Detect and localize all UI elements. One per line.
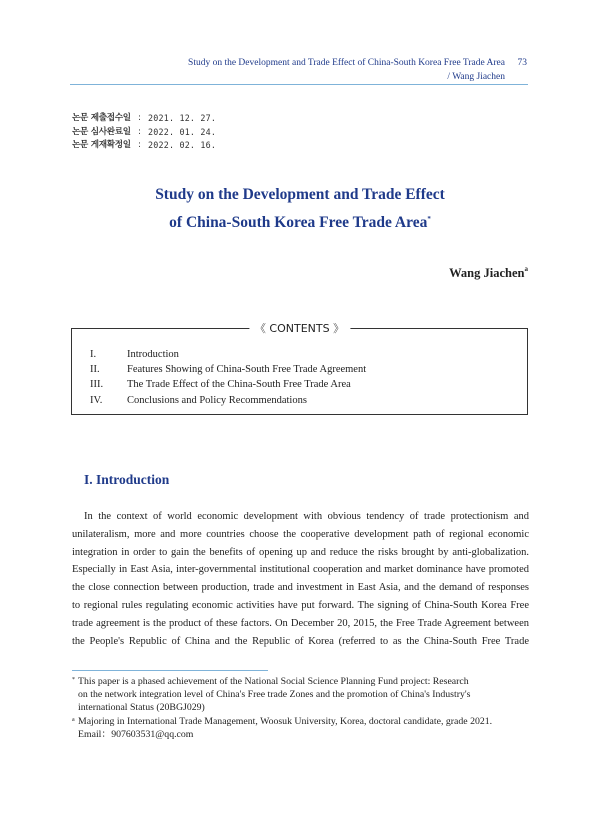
footnote-line: Majoring in International Trade Management, Woosuk University, Korea, doctoral candidate, grade 2021. [78,715,493,727]
section-heading: I. Introduction [84,472,170,487]
footnote-line: This paper is a phased achievement of the National Social Science Planning Fund project: Research [78,676,469,687]
contents-list [90,347,366,408]
footnote-marker: * [72,677,75,683]
contents-box [71,322,528,415]
body-line: trade agreement is the product of these factors. On December 20, 2015, the Free Trade Agreement between [72,617,529,629]
meta-date: 2022. 02. 16. [148,140,217,150]
meta-label: 논문 심사완료일 [72,126,131,137]
author-footnote-marker[interactable]: a [524,265,528,273]
body-line: to regional rules regulating economic activities have put forward. The signing of China-South Korea Free [72,599,529,611]
meta-colon: : [138,140,141,150]
contents-number: I. [90,349,97,360]
meta-date: 2022. 01. 24. [148,126,217,137]
meta-date: 2021. 12. 27. [148,113,217,123]
contents-label: The Trade Effect of the China-South Free Trade Area [127,379,351,391]
footnote-line: international Status (20BGJ029) [78,702,205,714]
contents-number: II. [90,364,100,376]
contents-label: Conclusions and Policy Recommendations [127,394,307,406]
author-text: Wang Jiachen [449,266,525,280]
footnotes [72,675,492,741]
contents-item[interactable] [90,347,366,362]
body-line: unilateralism, more and more countries choose the cooperative development path of regional economic [72,528,529,540]
contents-item[interactable] [90,377,366,392]
title-footnote-marker[interactable]: * [427,215,431,223]
paper-title-line-2 [0,214,600,232]
title-text-1: Study on the Development and Trade Effect [155,186,445,203]
body-line: the close connection between production, trade and investment in East Asia, and the demand of responses [72,582,529,594]
footnote-rule [72,670,268,671]
title-text-2: of China-South Korea Free Trade Area [169,214,428,231]
contents-item[interactable] [90,393,366,408]
meta-row-accepted [72,139,216,153]
meta-row-reviewed [72,126,216,140]
header-rule [70,84,528,85]
contents-number: IV. [90,394,103,406]
meta-label: 논문 제출접수일 [72,113,131,123]
body-line: In the context of world economic development with obvious tendency of trade protectionism and [84,511,529,522]
footnote-email[interactable]: Email：907603531@qq.com [78,728,194,740]
footnote-marker: a [72,716,75,723]
submission-dates [72,112,216,153]
meta-colon: : [138,113,141,123]
author-name [449,265,528,281]
contents-label: Features Showing of China-South Free Trade Agreement [127,364,367,376]
contents-number: III. [90,379,104,391]
paper-title-line-1 [0,186,600,204]
body-line: Especially in East Asia, inter-governmental institutional cooperation and market dominance have promoted [72,564,529,576]
footnote-funding [72,675,492,715]
contents-item[interactable] [90,362,366,377]
meta-colon: : [138,126,141,137]
body-line: integration in order to gain the benefits of opening up and reduce the risks brought by anti-globalization. [72,546,529,558]
footnote-author [72,715,492,741]
running-header [150,56,525,84]
body-paragraph [72,508,529,650]
contents-heading: 《 CONTENTS 》 [249,320,350,336]
running-title: Study on the Development and Trade Effect of China-South Korea Free Trade Area [188,58,505,68]
meta-label: 논문 게재확정일 [72,140,131,150]
meta-row-submitted [72,112,216,126]
footnote-line: on the network integration level of China's Free trade Zones and the promotion of China's Industry's [78,689,471,701]
page-number: 73 [517,58,527,68]
body-line: the People's Republic of China and the Republic of Korea (referred to as the China-South Free Trade [72,635,529,647]
running-author: / Wang Jiachen [447,72,505,82]
contents-label: Introduction [127,349,179,360]
